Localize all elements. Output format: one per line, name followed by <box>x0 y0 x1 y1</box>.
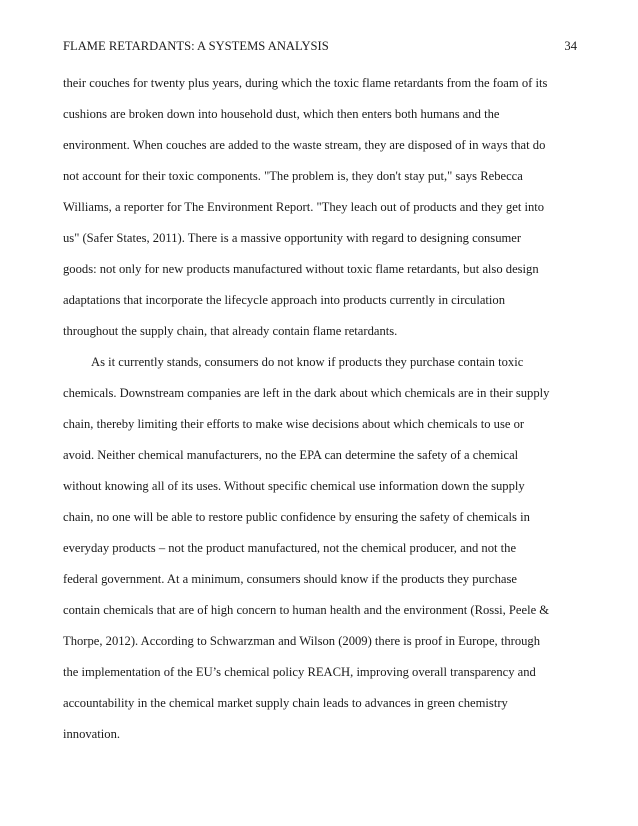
text-line: innovation. <box>63 727 121 741</box>
text-line: Thorpe, 2012). According to Schwarzman and Wilson (2009) there is proof in Europe, through <box>63 634 541 648</box>
page-number: 34 <box>564 39 577 53</box>
body-text <box>63 68 579 750</box>
running-head <box>63 37 577 55</box>
running-title: FLAME RETARDANTS: A SYSTEMS ANALYSIS <box>63 39 329 53</box>
text-line: chemicals. Downstream companies are left in the dark about which chemicals are in their supply <box>63 386 550 400</box>
text-line: chain, no one will be able to restore public confidence by ensuring the safety of chemicals in <box>63 510 530 524</box>
text-line: goods: not only for new products manufactured without toxic flame retardants, but also design <box>63 262 539 276</box>
text-line: contain chemicals that are of high concern to human health and the environment (Rossi, Peele & <box>63 603 550 617</box>
text-line-first-indented: As it currently stands, consumers do not know if products they purchase contain toxic <box>91 355 524 369</box>
text-line: throughout the supply chain, that already contain flame retardants. <box>63 324 398 338</box>
text-line: accountability in the chemical market supply chain leads to advances in green chemistry <box>63 696 508 710</box>
text-line: their couches for twenty plus years, during which the toxic flame retardants from the foam of its <box>63 76 548 90</box>
text-line: everyday products – not the product manufactured, not the chemical producer, and not the <box>63 541 517 555</box>
text-line: avoid. Neither chemical manufacturers, no the EPA can determine the safety of a chemical <box>63 448 519 462</box>
text-line: environment. When couches are added to the waste stream, they are disposed of in ways that do <box>63 138 546 152</box>
text-line: adaptations that incorporate the lifecycle approach into products currently in circulation <box>63 293 506 307</box>
text-line: federal government. At a minimum, consumers should know if the products they purchase <box>63 572 517 586</box>
text-line: without knowing all of its uses. Without specific chemical use information down the supply <box>63 479 525 493</box>
paragraph-1 <box>63 68 579 347</box>
text-line: chain, thereby limiting their efforts to make wise decisions about which chemicals to use or <box>63 417 525 431</box>
paragraph-2 <box>63 347 579 750</box>
text-line: us" (Safer States, 2011). There is a massive opportunity with regard to designing consumer <box>63 231 522 245</box>
text-line: the implementation of the EU’s chemical policy REACH, improving overall transparency and <box>63 665 536 679</box>
text-line: not account for their toxic components. "The problem is, they don't stay put," says Rebecca <box>63 169 523 183</box>
text-line: cushions are broken down into household dust, which then enters both humans and the <box>63 107 500 121</box>
text-line: Williams, a reporter for The Environment Report. "They leach out of products and they get into <box>63 200 545 214</box>
